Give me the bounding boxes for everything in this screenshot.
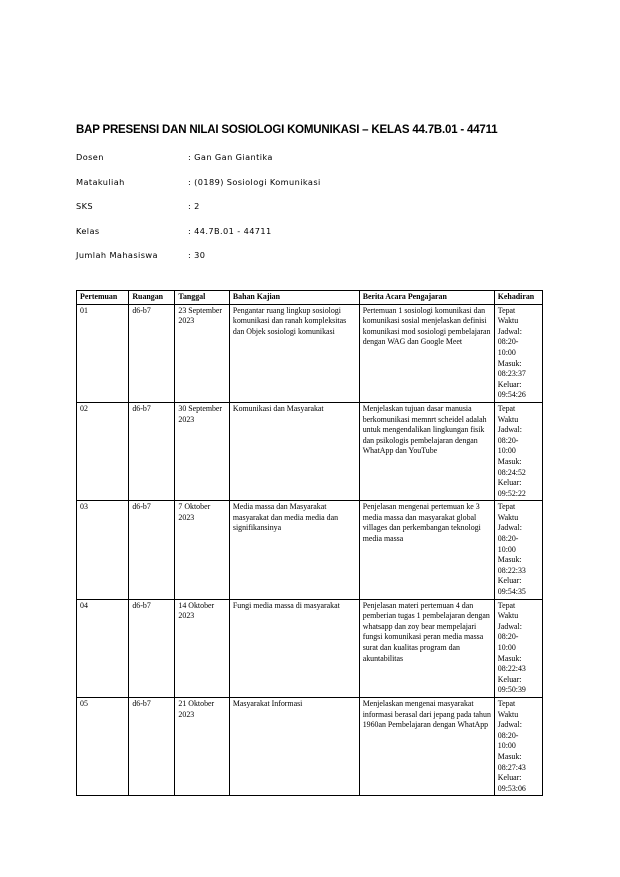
table-header-row [77,291,543,305]
document-title: BAP PRESENSI DAN NILAI SOSIOLOGI KOMUNIKASI – KELAS 44.7B.01 - 44711 [76,124,498,136]
attendance-table [76,290,543,796]
kehadiran-line: 10:00 [497,643,516,652]
kehadiran-line: 10:00 [497,446,516,456]
kehadiran-line: Tepat [497,403,516,413]
cell-bahan-kajian: Pengantar ruang lingkup sosiologi komunikasi dan ranah kompleksitas dan Objek sosiologi komunikasi [229,304,359,402]
kehadiran-line: 08:20- [497,730,519,740]
kehadiran-line: Waktu [497,709,519,719]
meta-label: SKS [76,201,93,212]
cell-pertemuan: 01 [77,304,129,402]
cell-bahan-kajian: Komunikasi dan Masyarakat [229,402,359,500]
header-pertemuan: Pertemuan [77,291,129,305]
kehadiran-line: Tepat [497,305,516,315]
kehadiran-line: Waktu [497,316,519,326]
meta-value: : (0189) Sosiologi Komunikasi [188,176,321,187]
kehadiran-line: Masuk: [497,653,522,663]
cell-tanggal: 21 Oktober 2023 [175,697,229,795]
cell-kehadiran [494,501,542,599]
cell-tanggal: 7 Oktober 2023 [175,501,229,599]
kehadiran-line: 08:20- [497,632,519,642]
kehadiran-line: 10:00 [497,544,516,554]
kehadiran-line: Keluar: [497,674,522,684]
kehadiran-line: Jadwal: [497,523,522,533]
cell-ruangan: d6-b7 [129,599,175,697]
meta-label: Jumlah Mahasiswa [76,250,158,261]
header-berita-acara: Berita Acara Pengajaran [359,291,494,305]
kehadiran-line: 08:27:43 [497,762,526,772]
meta-label: Matakuliah [76,176,125,187]
header-kehadiran: Kehadiran [494,291,542,305]
kehadiran-line: Keluar: [497,773,522,783]
table-row [77,599,543,697]
kehadiran-line: 09:52:22 [497,488,526,498]
cell-kehadiran [494,402,542,500]
cell-pertemuan: 03 [77,501,129,599]
kehadiran-line: 08:24:52 [497,467,526,477]
cell-pertemuan: 05 [77,697,129,795]
meta-row-matakuliah [76,177,476,202]
cell-berita-acara: Pertemuan 1 sosiologi komunikasi dan komunikasi sosial menjelaskan definisi komunikasi mod sosiologi pembelajaran dengan WAG dan Google Meet [359,304,494,402]
kehadiran-line: Masuk: [497,751,522,761]
kehadiran-line: Keluar: [497,576,522,586]
kehadiran-line: Keluar: [497,478,522,488]
table-row [77,697,543,795]
kehadiran-line: Jadwal: [497,720,522,730]
cell-berita-acara: Penjelasan mengenai pertemuan ke 3 media massa dan masyarakat global villages dan perkembangan teknologi media massa [359,501,494,599]
kehadiran-line: 10:00 [497,741,516,751]
meta-value: : 44.7B.01 - 44711 [188,225,272,236]
meta-value: : 2 [188,201,200,212]
kehadiran-line: Masuk: [497,456,522,466]
meta-row-dosen [76,152,476,177]
cell-ruangan: d6-b7 [129,501,175,599]
kehadiran-line: Masuk: [497,555,522,565]
kehadiran-line: Keluar: [497,379,522,389]
cell-tanggal: 30 September 2023 [175,402,229,500]
kehadiran-line: 08:22:33 [497,565,526,575]
cell-berita-acara: Menjelaskan tujuan dasar manusia berkomunikasi memnrt scheidel adalah untuk mengendalikan lingkungan fisik dan psikologis pembelajaran dengan WhatApp dan YouTube [359,402,494,500]
meta-value: : 30 [188,250,206,261]
kehadiran-line: Jadwal: [497,326,522,336]
cell-ruangan: d6-b7 [129,402,175,500]
cell-pertemuan: 04 [77,599,129,697]
cell-kehadiran [494,304,542,402]
kehadiran-line: Tepat [497,502,516,512]
table-row [77,304,543,402]
kehadiran-line: 09:54:35 [497,587,526,597]
kehadiran-line: 08:20- [497,337,519,347]
cell-ruangan: d6-b7 [129,304,175,402]
kehadiran-line: Waktu [497,512,519,522]
cell-bahan-kajian: Fungi media massa di masyarakat [229,599,359,697]
kehadiran-line: 08:22:43 [497,664,526,674]
cell-kehadiran [494,697,542,795]
cell-tanggal: 14 Oktober 2023 [175,599,229,697]
header-bahan-kajian: Bahan Kajian [229,291,359,305]
table-row [77,402,543,500]
cell-tanggal: 23 September 2023 [175,304,229,402]
kehadiran-line: 10:00 [497,347,516,357]
meta-row-jumlah-mahasiswa [76,250,476,275]
kehadiran-line: Tepat [497,600,516,610]
meta-row-sks [76,201,476,226]
header-ruangan: Ruangan [129,291,175,305]
meta-row-kelas [76,226,476,251]
meta-value: : Gan Gan Giantika [188,152,273,162]
course-info [76,152,476,275]
kehadiran-line: 08:20- [497,534,519,544]
kehadiran-line: Waktu [497,611,519,621]
cell-ruangan: d6-b7 [129,697,175,795]
kehadiran-line: Tepat [497,698,516,708]
kehadiran-line: Jadwal: [497,425,522,435]
kehadiran-line: 09:53:06 [497,783,526,793]
cell-pertemuan: 02 [77,402,129,500]
kehadiran-line: Masuk: [497,358,522,368]
cell-bahan-kajian: Media massa dan Masyarakat masyarakat dan media media dan signifikansinya [229,501,359,599]
meta-label: Kelas [76,225,100,236]
kehadiran-line: Jadwal: [497,621,522,631]
kehadiran-line: 09:50:39 [497,685,526,695]
kehadiran-line: 09:54:26 [497,390,526,400]
cell-berita-acara: Penjelasan materi pertemuan 4 dan pemberian tugas 1 pembelajaran dengan whatsapp dan zoy bear mempelajari fungsi komunikasi peran media massa surat dan kualitas program dan akuntabilitas [359,599,494,697]
cell-bahan-kajian: Masyarakat Informasi [229,697,359,795]
cell-berita-acara: Menjelaskan mengenai masyarakat informasi berasal dari jepang pada tahun 1960an Pembelajaran dengan WhatApp [359,697,494,795]
header-tanggal: Tanggal [175,291,229,305]
kehadiran-line: 08:23:37 [497,369,526,379]
meta-label: Dosen [76,152,104,162]
table-row [77,501,543,599]
cell-kehadiran [494,599,542,697]
kehadiran-line: Waktu [497,414,519,424]
kehadiran-line: 08:20- [497,435,519,445]
